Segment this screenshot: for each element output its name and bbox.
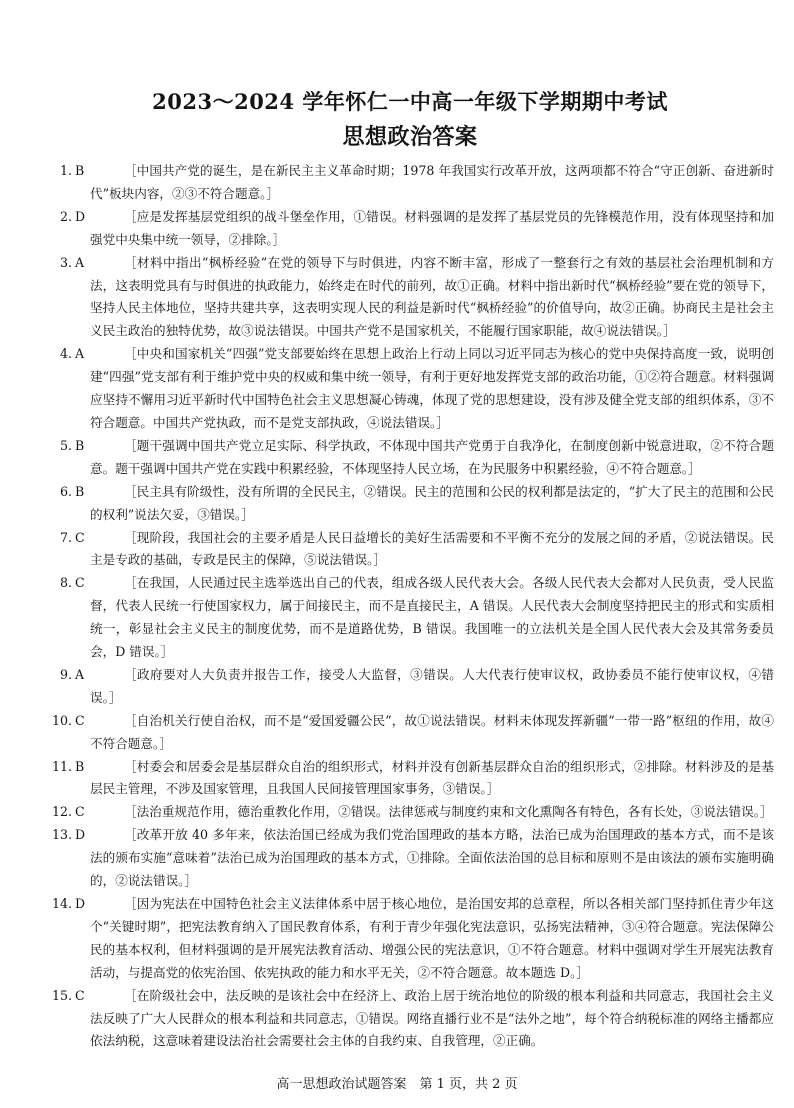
answer-letter: C bbox=[75, 987, 85, 1003]
question-number: 13. bbox=[51, 827, 72, 843]
question-number: 12. bbox=[51, 804, 72, 820]
question-number: 6. bbox=[59, 483, 72, 499]
answer-explanation: ［改革开放 40 多年来，依法治国已经成为我们党治国理政的基本方略，法治已成为治国理政的基本方式，而不是该法的颁布实施“意味着”法治已成为治国理政的基本方式，①排除。全面依法治国的总目标和原则不是由该法的颁布实施明确的，②说法错误。］ bbox=[90, 827, 774, 889]
answer-letter: A bbox=[75, 346, 85, 362]
question-number: 5. bbox=[59, 437, 72, 453]
answer-letter: B bbox=[75, 758, 85, 774]
answer-explanation: ［因为宪法在中国特色社会主义法律体系中居于核心地位，是治国安邦的总章程，所以各相关部门坚持抓住青少年这个“关键时期”，把宪法教育纳入了国民教育体系，有利于青少年强化宪法意识，弘扬宪法精神，③④符合题意。宪法保障公民的基本权利，但材料强调的是开展宪法教育活动、增强公民的宪法意识，①不符合题意。材料中强调对学生开展宪法教育活动，与提高党的依宪治国、依宪执政的能力和水平无关，②不符合题意。故本题选 D。］ bbox=[90, 896, 774, 980]
answer-item bbox=[46, 343, 774, 435]
answer-item bbox=[46, 481, 774, 527]
question-number: 14. bbox=[51, 896, 72, 911]
answer-item bbox=[46, 572, 774, 664]
answer-letter: B bbox=[75, 163, 85, 178]
answer-explanation: ［自治机关行使自治权，而不是“爱国爱疆公民”，故①说法错误。材料未体现发挥新疆“一带一路”枢纽的作用，故④不符合题意。］ bbox=[90, 712, 774, 751]
answer-item bbox=[46, 206, 774, 252]
answer-explanation: ［题干强调中国共产党立足实际、科学执政，不体现中国共产党勇于自我净化，在制度创新中锐意进取，②不符合题意。题干强调中国共产党在实践中积累经验，不体现坚持人民立场，在为民服务中积累经验，④不符合题意。］ bbox=[90, 437, 774, 476]
answer-explanation: ［法治重规范作用，德治重教化作用，②错误。法律惩戒与制度约束和文化熏陶各有特色，各有长处，③说法错误。］ bbox=[124, 804, 773, 820]
question-number: 1. bbox=[59, 163, 72, 178]
answer-item bbox=[46, 252, 774, 344]
answer-letter: D bbox=[75, 896, 86, 911]
question-number: 8. bbox=[59, 575, 72, 591]
answer-item bbox=[46, 160, 774, 206]
question-number: 10. bbox=[51, 712, 72, 728]
exam-title: 2023～2024 学年怀仁一中高一年级下学期期中考试 bbox=[152, 89, 668, 114]
answer-item bbox=[46, 664, 774, 710]
answer-item bbox=[46, 801, 774, 824]
answer-explanation: ［在我国，人民通过民主选举选出自己的代表，组成各级人民代表大会。各级人民代表大会都对人民负责，受人民监督，代表人民统一行使国家权力，属于间接民主，而不是直接民主，A 错误。人民代表大会制度坚持把民主的形式和实质相统一，彰显社会主义民主的制度优势，而不是道路优势，B 错误。我国唯一的立法机关是全国人民代表大会及其常务委员会，D 错误。］ bbox=[90, 575, 774, 660]
question-number: 2. bbox=[59, 208, 72, 224]
answer-letter: A bbox=[75, 666, 85, 682]
question-number: 4. bbox=[59, 346, 72, 362]
answer-explanation: ［村委会和居委会是基层群众自治的组织形式，材料并没有创新基层群众自治的组织形式，②排除。材料涉及的是基层民主管理，不涉及国家管理，且我国人民间接管理国家事务，③错误。］ bbox=[90, 758, 774, 797]
answer-item bbox=[46, 710, 774, 756]
answer-explanation: ［在阶级社会中，法反映的是该社会中在经济上、政治上居于统治地位的阶级的根本利益和共同意志，我国社会主义法反映了广大人民群众的根本利益和共同意志，①错误。网络直播行业不是“法外之地”，每个符合纳税标准的网络主播都应依法纳税，这意味着建设法治社会需要社会主体的自我约束、自我管理，②正确。 bbox=[90, 987, 774, 1049]
answer-letter: D bbox=[75, 208, 86, 224]
answer-letter: C bbox=[75, 575, 85, 591]
question-number: 15. bbox=[51, 987, 72, 1003]
answer-explanation: ［民主具有阶级性，没有所谓的全民民主，②错误。民主的范围和公民的权利都是法定的，“扩大了民主的范围和公民的权利”说法欠妥，③错误。］ bbox=[90, 483, 774, 522]
question-number: 11. bbox=[51, 758, 72, 774]
question-number: 7. bbox=[59, 529, 72, 545]
answer-item bbox=[46, 893, 774, 985]
answer-letter: C bbox=[75, 712, 85, 728]
answer-subtitle: 思想政治答案 bbox=[342, 124, 478, 150]
answer-explanation: ［中国共产党的诞生，是在新民主主义革命时期；1978 年我国实行改革开放，这两项都不符合“守正创新、奋进新时代”板块内容，②③不符合题意。］ bbox=[90, 163, 774, 201]
answer-explanation: ［现阶段，我国社会的主要矛盾是人民日益增长的美好生活需要和不平衡不充分的发展之间的矛盾，②说法错误。民主是专政的基础，专政是民主的保障，⑤说法错误。］ bbox=[90, 529, 774, 568]
answer-list bbox=[46, 160, 774, 1053]
question-number: 3. bbox=[59, 254, 72, 270]
answer-letter: C bbox=[75, 804, 85, 820]
answer-item bbox=[46, 756, 774, 802]
answer-item bbox=[46, 527, 774, 573]
answer-explanation: ［中央和国家机关“四强”党支部要始终在思想上政治上行动上同以习近平同志为核心的党中央保持高度一致，说明创建“四强”党支部有利于维护党中央的权威和集中统一领导，有利于更好地发挥党支部的政治功能，①②符合题意。材料强调应坚持不懈用习近平新时代中国特色社会主义思想凝心铸魂，体现了党的思想建设，没有涉及健全党支部的组织体系，③不符合题意。中国共产党执政，而不是党支部执政，④说法错误。］ bbox=[90, 346, 774, 430]
answer-letter: B bbox=[75, 483, 85, 499]
question-number: 9. bbox=[59, 666, 72, 682]
answer-explanation: ［政府要对人大负责并报告工作，接受人大监督，③错误。人大代表行使审议权，政协委员不能行使审议权，④错误。］ bbox=[90, 666, 774, 705]
answer-letter: D bbox=[75, 827, 86, 843]
answer-item bbox=[46, 824, 774, 893]
answer-letter: A bbox=[75, 254, 85, 270]
page-footer: 高一思想政治试题答案 第 1 页，共 2 页 bbox=[276, 1077, 518, 1092]
answer-item bbox=[46, 435, 774, 481]
answer-letter: B bbox=[75, 437, 85, 453]
answer-explanation: ［材料中指出“枫桥经验”在党的领导下与时俱进，内容不断丰富，形成了一整套行之有效的基层社会治理机制和方法，这表明党具有与时俱进的执政能力，始终走在时代的前列，故①正确。材料中指出新时代“枫桥经验”要在党的领导下，坚持人民主体地位，坚持共建共享，这表明实现人民的利益是新时代“枫桥经验”的价值导向，故②正确。协商民主是社会主义民主政治的独特优势，故③说法错误。中国共产党不是国家机关，不能履行国家职能，故④说法错误。］ bbox=[90, 254, 774, 339]
answer-letter: C bbox=[75, 529, 85, 545]
answer-item bbox=[46, 985, 774, 1054]
answer-explanation: ［应是发挥基层党组织的战斗堡垒作用，①错误。材料强调的是发挥了基层党员的先锋模范作用，没有体现坚持和加强党中央集中统一领导，②排除。］ bbox=[90, 208, 774, 247]
